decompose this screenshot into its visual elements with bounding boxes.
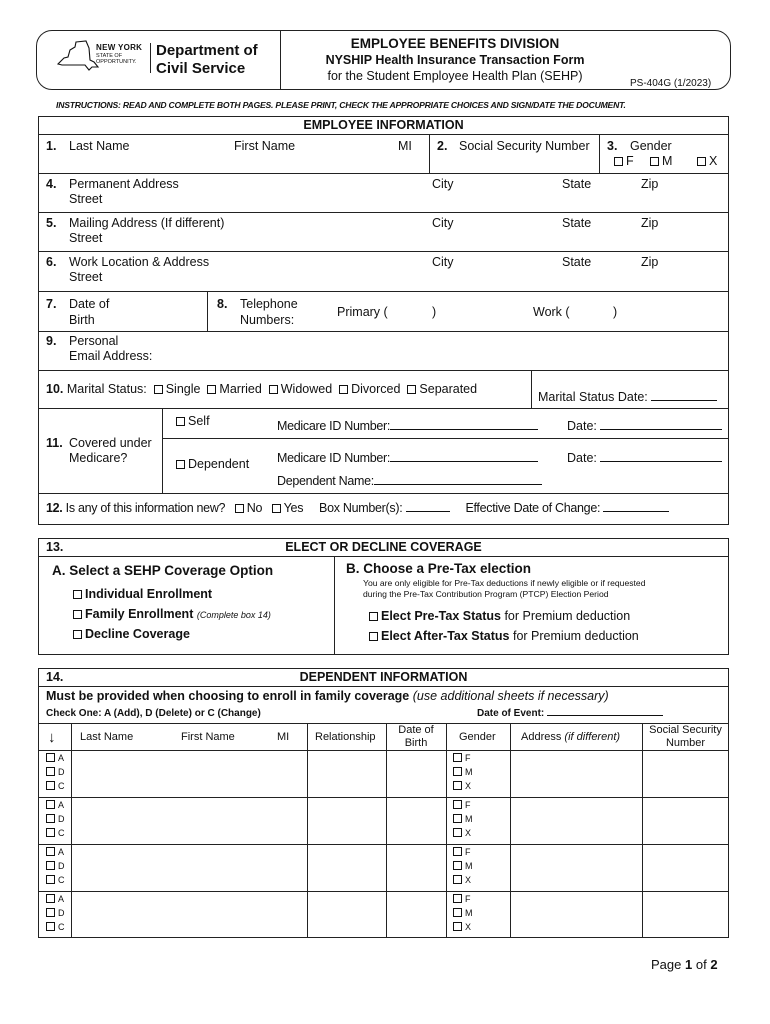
checkbox[interactable]: [650, 157, 659, 166]
city-label: City: [432, 255, 454, 269]
header-divider: [280, 30, 281, 90]
dependent-medicare-id[interactable]: Medicare ID Number:: [277, 451, 538, 467]
date-of-birth-label-2: Birth: [69, 313, 95, 327]
zip-label: Zip: [641, 255, 659, 269]
row-option-c[interactable]: C: [46, 828, 65, 839]
row-option-c[interactable]: C: [46, 781, 65, 792]
dependent-title: DEPENDENT INFORMATION: [299, 670, 468, 684]
row-gender-m[interactable]: M: [453, 908, 473, 919]
item-number-5: 5.: [46, 216, 57, 230]
date-of-birth-label: Date of: [69, 297, 110, 311]
form-number: PS-404G (1/2023): [630, 78, 712, 89]
col-ssn: Social Security: [649, 724, 722, 736]
col-relationship: Relationship: [315, 731, 376, 743]
col-date-of-birth-2: Birth: [404, 737, 428, 749]
item-number-3: 3.: [607, 139, 618, 153]
row-gender-f[interactable]: F: [453, 847, 471, 858]
primary-phone-close: ): [432, 305, 437, 319]
gender-m-option[interactable]: M: [650, 154, 672, 170]
primary-phone-label: Primary (: [337, 305, 388, 319]
item-number-4: 4.: [46, 177, 57, 191]
dependent-medicare-date[interactable]: Date:: [567, 451, 722, 467]
item-number-11: 11.: [46, 436, 63, 450]
form-title: NYSHIP Health Insurance Transaction Form: [325, 53, 585, 67]
state-label: State: [562, 216, 592, 230]
zip-label: Zip: [641, 216, 659, 230]
pretax-note-line2: during the Pre-Tax Contribution Program (PTCP) Election Period: [363, 589, 609, 599]
telephone-label: Telephone: [240, 297, 298, 311]
col-ssn-2: Number: [665, 737, 706, 749]
widowed-option[interactable]: Widowed: [269, 382, 332, 396]
row-option-a[interactable]: A: [46, 800, 64, 811]
marital-status-row: 10. Marital Status: Single Married Widowed Divorced Separated: [46, 382, 478, 396]
ssn-label: Social Security Number: [459, 139, 590, 153]
personal-email-label: Personal: [69, 334, 119, 348]
col-gender: Gender: [459, 731, 496, 743]
col-last-name: Last Name: [80, 731, 134, 743]
checkbox[interactable]: [614, 157, 623, 166]
divorced-option[interactable]: Divorced: [339, 382, 400, 396]
work-phone-close: ): [613, 305, 618, 319]
logo-state-of: STATE OF: [96, 53, 123, 59]
department-name-line2: Civil Service: [156, 60, 246, 77]
logo-opportunity: OPPORTUNITY.: [96, 59, 137, 65]
mi-label: MI: [398, 139, 412, 153]
new-info-yes[interactable]: Yes: [272, 501, 304, 515]
row-option-a[interactable]: A: [46, 894, 64, 905]
mailing-address-label: Mailing Address (If different): [69, 216, 225, 230]
section-13-number: 13.: [46, 540, 64, 554]
department-name-line1: Department of: [156, 42, 258, 59]
page-number: Page 1 of 2: [651, 957, 718, 972]
last-name-label: Last Name: [69, 139, 130, 153]
pretax-note-line1: You are only eligible for Pre-Tax deductions if newly eligible or if requested: [363, 578, 646, 588]
row-option-a[interactable]: A: [46, 847, 64, 858]
row-gender-m[interactable]: M: [453, 767, 473, 778]
employee-section-title: EMPLOYEE INFORMATION: [303, 118, 464, 132]
row-gender-x[interactable]: X: [453, 922, 471, 933]
elect-aftertax-option[interactable]: Elect After-Tax Status for Premium deduction: [369, 629, 639, 645]
medicare-self-option[interactable]: Self: [176, 414, 210, 430]
section-14-number: 14.: [46, 670, 64, 684]
decline-coverage-option[interactable]: Decline Coverage: [73, 627, 190, 643]
item-number-7: 7.: [46, 297, 57, 311]
form-subtitle: for the Student Employee Health Plan (SEHP): [327, 69, 583, 83]
col-first-name: First Name: [181, 731, 235, 743]
row-option-c[interactable]: C: [46, 922, 65, 933]
marital-status-date[interactable]: Marital Status Date:: [538, 390, 717, 406]
instructions: INSTRUCTIONS: READ AND COMPLETE BOTH PAGES. PLEASE PRINT, CHECK THE APPROPRIATE CHOICES AND SIGN/DATE THE DOCUMENT.: [56, 100, 626, 110]
city-label: City: [432, 177, 454, 191]
logo-separator: [150, 43, 151, 73]
single-option[interactable]: Single: [154, 382, 201, 396]
individual-enrollment-option[interactable]: Individual Enrollment: [73, 587, 212, 603]
row-option-d[interactable]: D: [46, 814, 65, 825]
item-number-2: 2.: [437, 139, 448, 153]
mailing-street-label: Street: [69, 231, 103, 245]
row-option-d[interactable]: D: [46, 908, 65, 919]
married-option[interactable]: Married: [207, 382, 261, 396]
new-york-state-icon: [56, 40, 100, 74]
state-label: State: [562, 255, 592, 269]
dependent-name[interactable]: Dependent Name:: [277, 474, 542, 490]
item-number-6: 6.: [46, 255, 57, 269]
self-medicare-id[interactable]: Medicare ID Number:: [277, 419, 538, 435]
permanent-street-label: Street: [69, 192, 103, 206]
coverage-option-title: A. Select a SEHP Coverage Option: [52, 563, 274, 578]
zip-label: Zip: [641, 177, 659, 191]
medicare-dependent-option[interactable]: Dependent: [176, 457, 249, 473]
row-gender-m[interactable]: M: [453, 861, 473, 872]
row-gender-m[interactable]: M: [453, 814, 473, 825]
new-info-row: 12. Is any of this information new? No Yes Box Number(s): Effective Date of Change:: [46, 501, 669, 517]
personal-email-label-2: Email Address:: [69, 349, 153, 363]
gender-x-option[interactable]: X: [697, 154, 717, 170]
down-arrow-icon: ↓: [48, 729, 56, 746]
coverage-title: ELECT OR DECLINE COVERAGE: [285, 540, 482, 554]
row-gender-f[interactable]: F: [453, 753, 471, 764]
marital-status-label: Marital Status:: [66, 382, 147, 396]
effective-date-of-change[interactable]: Effective Date of Change:: [465, 501, 669, 515]
first-name-label: First Name: [234, 139, 296, 153]
check-one-note: Check One: A (Add), D (Delete) or C (Change): [46, 708, 261, 719]
col-address: Address (if different): [521, 731, 621, 743]
checkbox[interactable]: [697, 157, 706, 166]
row-gender-x[interactable]: X: [453, 875, 471, 886]
new-info-no[interactable]: No: [235, 501, 262, 515]
must-provide-note: Must be provided when choosing to enroll in family coverage (use additional sheets if necessary): [46, 689, 609, 703]
work-phone-label: Work (: [533, 305, 570, 319]
medicare-label-2: Medicare?: [69, 451, 128, 465]
row-option-d[interactable]: D: [46, 861, 65, 872]
row-gender-x[interactable]: X: [453, 828, 471, 839]
pretax-election-title: B. Choose a Pre-Tax election: [346, 561, 532, 576]
telephone-label-2: Numbers:: [240, 313, 295, 327]
item-number-8: 8.: [217, 297, 228, 311]
self-medicare-date[interactable]: Date:: [567, 419, 722, 435]
row-option-a[interactable]: A: [46, 753, 64, 764]
col-date-of-birth: Date of: [398, 724, 434, 736]
row-option-d[interactable]: D: [46, 767, 65, 778]
family-enrollment-option[interactable]: Family Enrollment (Complete box 14): [73, 607, 271, 623]
state-label: State: [562, 177, 592, 191]
permanent-address-label: Permanent Address: [69, 177, 179, 191]
box-numbers[interactable]: Box Number(s):: [319, 501, 450, 515]
row-option-c[interactable]: C: [46, 875, 65, 886]
logo-new-york: NEW YORK: [96, 43, 143, 52]
date-of-event[interactable]: Date of Event:: [477, 708, 663, 721]
col-mi: MI: [277, 731, 290, 743]
row-gender-f[interactable]: F: [453, 894, 471, 905]
item-number-1: 1.: [46, 139, 57, 153]
row-gender-f[interactable]: F: [453, 800, 471, 811]
item-number-9: 9.: [46, 334, 57, 348]
city-label: City: [432, 216, 454, 230]
medicare-label: Covered under: [69, 436, 152, 450]
elect-pretax-option[interactable]: Elect Pre-Tax Status for Premium deduction: [369, 609, 630, 625]
new-info-question: Is any of this information new?: [65, 501, 226, 515]
work-location-label: Work Location & Address: [69, 255, 210, 269]
work-street-label: Street: [69, 270, 103, 284]
division-title: EMPLOYEE BENEFITS DIVISION: [350, 36, 560, 51]
separated-option[interactable]: Separated: [407, 382, 477, 396]
row-gender-x[interactable]: X: [453, 781, 471, 792]
gender-label: Gender: [630, 139, 672, 153]
gender-f-option[interactable]: F: [614, 154, 634, 170]
